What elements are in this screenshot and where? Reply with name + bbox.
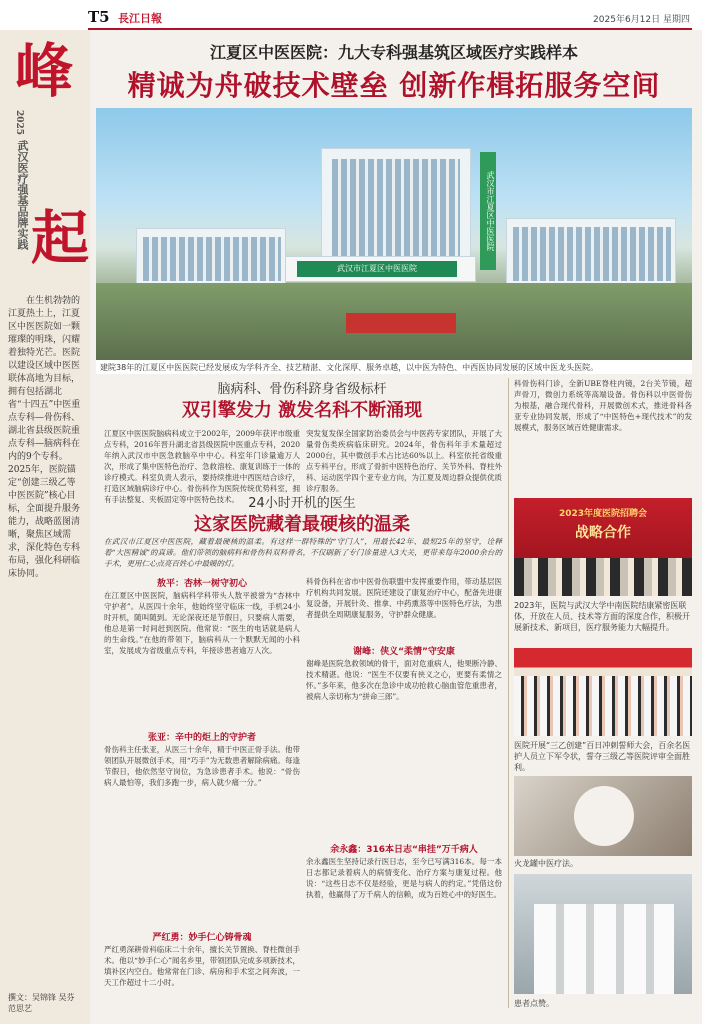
- section1-col2: 突发复发保全国家防治委员会与中医药专家团队，开展了大量骨伤类疾病临床研究。2024年，骨伤科年手术量超过2000台，其中微创手术占比达60%以上。科室依托省级重点专科平台，形成了骨折中医特色治疗、关节外科、脊柱外科、运动医学四个亚专业方向，为江夏及周边群众提供优质诊疗服务。: [306, 429, 502, 493]
- hospital-tower: [321, 148, 471, 268]
- section2-body3: 严红勇深耕骨科临床二十余年，擅长关节置换、脊柱微创手术。他以“妙手仁心”闻名乡里，带领团队完成多项新技术，填补区内空白。他常常在门诊、病房和手术室之间奔波，一天工作超过十二小时。: [104, 945, 300, 987]
- section2-title: 这家医院藏着最硬核的温柔: [194, 514, 410, 535]
- subhead-xiefeng: 谢峰：侠义“柔情”守安康: [353, 647, 455, 657]
- section2-body1: 在江夏区中医医院，脑病科学科带头人敖平被誉为“杏林中守护者”。从医四十余年，他始终坚守临床一线，手机24小时开机，随叫随到。无论深夜还是节假日，只要病人需要，他总是第一时间赶到医院。他常说：“医生的电话就是病人的生命线。”在他的带领下，脑病科从一个默默无闻的小科室，发展成为省级重点专科，年接诊患者逾万人次。: [104, 591, 300, 655]
- article-kicker: 江夏区中医医院：九大专科强基筑区域医疗实践样本: [209, 43, 578, 62]
- subhead-zhangya: 张亚：辛中的炬上的守护者: [147, 733, 256, 743]
- cooperation-photo: [514, 498, 692, 596]
- caption-patients: 患者点赞。: [514, 999, 554, 1008]
- banner-text-2: 战略合作: [575, 525, 631, 541]
- subhead-yuyongxin: 余永鑫：316本日志“串挂”万千病人: [330, 845, 478, 855]
- people-row: [514, 558, 692, 596]
- author-credit: 撰文：吴锦锋 吴芬 范思艺: [8, 993, 75, 1013]
- entrance-sign: 武汉市江夏区中医医院: [297, 261, 457, 277]
- section2-body2: 骨伤科主任张亚，从医三十余年，精于中医正骨手法。他带领团队开展微创手术，用“巧手”为无数患者解除病痛。每逢节假日，他依然坚守岗位，为急诊患者手术。他说：“骨伤病人最怕等，我们多跑一步，病人就少痛一分。”: [104, 745, 300, 787]
- caption-cooperation: 2023年，医院与武汉大学中南医院结康紧密医联体，开放在人员、技术等方面的深度合作，积极开展新技术、新项目，医疗服务能力大幅提升。: [514, 601, 690, 632]
- page-number: T5: [88, 8, 110, 26]
- hospital-vertical-sign: 武汉市江夏区中医医院: [480, 152, 496, 270]
- title-char-bottom: 起: [30, 204, 89, 272]
- parking-area: [346, 313, 456, 333]
- section1-col3: 科骨伤科在省市中医骨伤联盟中发挥重要作用，带动基层医疗机构共同发展。医院还建设了康复治疗中心，配备先进康复设备，开展针灸、推拿、中药熏蒸等中医特色疗法，为患者提供全周期康复服务，守护群众健康。: [306, 577, 502, 619]
- caption-rally: 医院开展“三乙创建”百日冲刺誓师大会，百余名医护人员立下军令状，誓夺三级乙等医院评审全面胜利。: [514, 741, 691, 772]
- series-name: 武汉医疗强基品牌实践: [16, 140, 29, 250]
- rally-photo: [514, 648, 692, 736]
- article-headline: 精诚为舟破技术壁垒 创新作楫拓服务空间: [127, 69, 661, 102]
- section2-lead: 在武汉市江夏区中医医院，藏着最硬核的温柔。有这样一群特殊的“守门人”，用最长42年、最短25年的坚守，诠释着“大医精诚”的真谛。他们带领的脑病科和骨伤科双科骨名，不仅刷新了专门诊量进入3大关，更带来每年2000余台的手术，更用仁心点亮百姓心中最暖的灯。: [104, 537, 502, 568]
- hospital-entrance: [276, 256, 476, 282]
- left-intro-text: 在生机勃勃的江夏热土上，江夏区中医医院如一颗璀璨的明珠，闪耀着独特光芒。医院以建设区域中医医联体高地为目标，拥有包括湖北省“十四五”中医重点专科—骨伤科、湖北省县级医院重点专科—脑病科在内的9个专科。2025年，医院锚定“创建三级乙等中医医院”核心目标，全面提升服务能力，战略蓝图清晰，聚焦区域需求，深化特色专科布局，强化科研临床协同。: [8, 296, 81, 579]
- photo-caption: 建院38年的江夏区中医医院已经发展成为学科齐全、技艺精湛、文化深厚、服务卓越，以中医为特色、中西医协同发展的区域中医龙头医院。: [96, 360, 692, 374]
- section2-kicker: 24小时开机的医生: [248, 496, 356, 511]
- section1-title: 双引擎发力 激发名科不断涌现: [181, 400, 423, 421]
- subhead-yanhongyong: 严红勇：妙手仁心铸骨魂: [152, 933, 252, 943]
- section1-col1: 江夏区中医医院脑病科成立于2002年，2009年获评市级重点专科，2016年晋升湖北省县级医院中医重点专科，2020年纳入武汉市中医急救脑卒中中心。科室年门诊量逾万人次，形成了集中医特色治疗、急救溶栓、康复训练于一体的诊疗模式。科室负责人表示，要持续推进中西医结合诊疗，打造区域脑病诊疗中心。骨伤科作为医院传统优势科室，拥有手法整复、夹板固定等中医特色技术。: [104, 429, 300, 504]
- side-top-text: 科骨伤科门诊，全新UBE脊柱内镜，2台关节镜，超声骨刀，微创力系统等高端设备。骨伤科以中医骨伤为根基，融合现代骨科，开展微创术式，推进骨科各亚专业协同发展，形成了“中医特色+现代技术”的发展模式，服务区域百姓健康需求。: [514, 379, 692, 432]
- issue-date: 2025年6月12日 星期四: [593, 15, 690, 25]
- series-year: 2025: [14, 110, 24, 136]
- section2-body4: 谢峰是医院急救领域的骨干，面对危重病人，他果断冷静、技术精湛。他说：“医生不仅要有侠义之心，更要有柔情之怀。”多年来，他多次在急诊中成功抢救心脑血管危重患者，被病人亲切称为“拼命三郎”。: [306, 659, 502, 701]
- hospital-photo: [96, 108, 692, 360]
- subhead-aoping: 敖平：杏林一树守初心: [156, 579, 247, 589]
- section1-kicker: 脑病科、骨伤科跻身省级标杆: [217, 382, 387, 397]
- section2-body5: 余永鑫医生坚持记录行医日志，至今已写满316本。每一本日志都记录着病人的病情变化、治疗方案与康复过程。他说：“这些日志不仅是经验，更是与病人的约定。”凭借这份执着，他赢得了万千病人的信赖，成为百姓心中的好医生。: [306, 857, 502, 899]
- header-rule: [88, 28, 692, 30]
- crowd: [514, 676, 692, 736]
- patients-photo: [514, 874, 692, 994]
- caption-fire-cup: 火龙罐中医疗法。: [514, 859, 578, 868]
- banner-text: 2023年度医院招聘会: [558, 509, 648, 519]
- newspaper-logo: 長江日報: [118, 12, 162, 25]
- title-char-top: 峰: [14, 37, 73, 105]
- fire-cup-photo: [514, 776, 692, 856]
